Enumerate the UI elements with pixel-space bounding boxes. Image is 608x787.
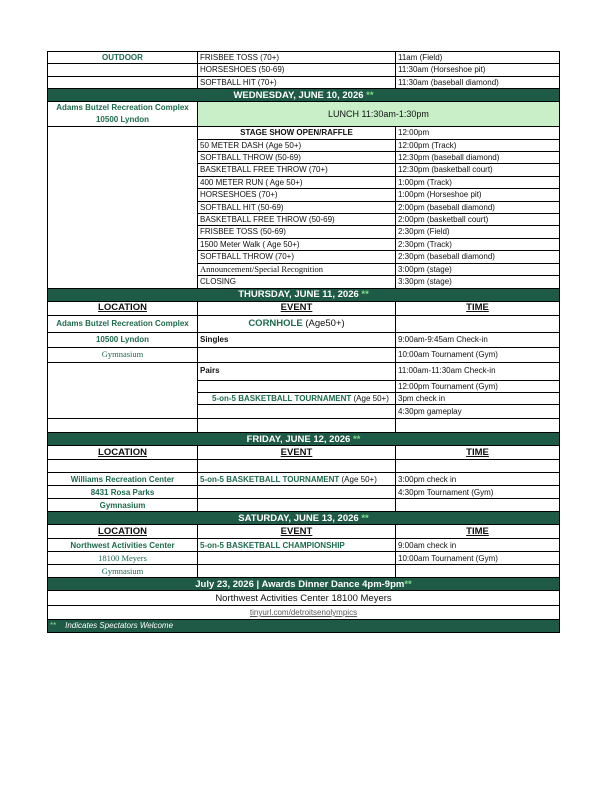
event-cell: BASKETBALL FREE THROW (70+): [198, 164, 396, 176]
time-cell: 12:00pm: [396, 127, 560, 139]
time-cell: 10:00am Tournament (Gym): [396, 347, 560, 362]
schedule-table: [47, 51, 560, 633]
event-cell: SOFTBALL THROW (50-69): [198, 152, 396, 164]
time-cell: 2:30pm (Track): [396, 238, 560, 250]
time-cell: 12:00pm Tournament (Gym): [396, 380, 560, 392]
championship-event: 5-on-5 BASKETBALL CHAMPIONSHIP: [198, 539, 396, 552]
time-cell: 3:00pm (stage): [396, 263, 560, 275]
table-row: [48, 419, 560, 433]
empty-cell: [396, 315, 560, 332]
table-row: [48, 52, 560, 64]
location-name: Northwest Activities Center: [48, 539, 198, 552]
table-row: [48, 263, 560, 275]
header-time: TIME: [396, 446, 560, 460]
location-name: Williams Recreation Center: [48, 473, 198, 486]
header-location: LOCATION: [48, 525, 198, 539]
day-header-friday: [48, 433, 560, 446]
event-cell: CLOSING: [198, 276, 396, 288]
event-cell: 50 METER DASH (Age 50+): [198, 139, 396, 151]
time-cell: 2:30pm (Field): [396, 226, 560, 238]
empty-cell: [48, 64, 198, 76]
location-address: 10500 Lyndon: [95, 115, 150, 125]
location-name: Adams Butzel Recreation Complex: [56, 103, 189, 113]
legend-text: Indicates Spectators Welcome: [65, 621, 174, 631]
table-row: [48, 276, 560, 288]
empty-cell: [198, 486, 396, 499]
location-room: Gymnasium: [48, 565, 198, 578]
time-cell: 9:00am-9:45am Check-in: [396, 332, 560, 347]
event-cell: BASKETBALL FREE THROW (50-69): [198, 214, 396, 226]
day-title: SATURDAY, JUNE 13, 2026: [238, 512, 359, 524]
singles-label: Singles: [198, 332, 396, 347]
event-cell: FRISBEE TOSS (50-69): [198, 226, 396, 238]
spectator-stars: **: [366, 89, 374, 101]
event-cell: HORSESHOES (70+): [198, 189, 396, 201]
table-row: [48, 380, 560, 392]
stage-show-event: STAGE SHOW OPEN/RAFFLE: [198, 127, 396, 139]
empty-cell: [198, 347, 396, 362]
spectator-stars: **: [404, 578, 412, 590]
table-row: [48, 152, 560, 164]
empty-cell: [198, 405, 396, 419]
table-row: [48, 565, 560, 578]
empty-cell: [198, 380, 396, 392]
spectator-stars: **: [352, 433, 361, 445]
event-cell: SOFTBALL HIT (70+): [198, 76, 396, 88]
table-row: [48, 347, 560, 362]
event-cell: FRISBEE TOSS (70+): [198, 52, 396, 64]
table-row: [48, 460, 560, 473]
header-time: TIME: [396, 525, 560, 539]
time-cell: 12:00pm (Track): [396, 139, 560, 151]
time-cell: 11:30am (baseball diamond): [396, 76, 560, 88]
header-location: LOCATION: [48, 446, 198, 460]
header-event: EVENT: [198, 446, 396, 460]
pairs-label: Pairs: [198, 362, 396, 380]
table-row: [48, 164, 560, 176]
table-row: [48, 127, 560, 139]
empty-cell: [48, 127, 198, 139]
event-cell: Announcement/Special Recognition: [198, 263, 396, 275]
location-cell: [48, 102, 198, 127]
time-cell: 2:30pm (baseball diamond): [396, 251, 560, 263]
basketball-event: 5-on-5 BASKETBALL TOURNAMENT (Age 50+): [198, 392, 396, 404]
awards-venue: Northwest Activities Center 18100 Meyers: [48, 591, 560, 606]
table-row: [48, 499, 560, 512]
location-address: 10500 Lyndon: [48, 332, 198, 347]
time-cell: 11am (Field): [396, 52, 560, 64]
day-title: THURSDAY, JUNE 11, 2026: [238, 288, 359, 300]
location-room: Gymnasium: [48, 499, 198, 512]
day-header-saturday: [48, 512, 560, 525]
table-row: [48, 214, 560, 226]
event-cell: SOFTBALL THROW (70+): [198, 251, 396, 263]
day-header-thursday: [48, 288, 560, 301]
time-cell: 2:00pm (baseball diamond): [396, 201, 560, 213]
schedule-sheet: [47, 51, 559, 633]
basketball-event: 5-on-5 BASKETBALL TOURNAMENT (Age 50+): [198, 473, 396, 486]
empty-cell: [198, 552, 396, 565]
table-row: [48, 539, 560, 552]
header-location: LOCATION: [48, 301, 198, 315]
location-room: Gymnasium: [48, 347, 198, 362]
table-row: [48, 76, 560, 88]
location-name: Adams Butzel Recreation Complex: [48, 315, 198, 332]
header-time: TIME: [396, 301, 560, 315]
location-outdoor: OUTDOOR: [48, 52, 198, 64]
table-row: [48, 315, 560, 332]
day-title: WEDNESDAY, JUNE 10, 2026: [233, 89, 364, 101]
spectator-stars: **: [361, 288, 369, 300]
table-row: [48, 405, 560, 419]
time-cell: 2:00pm (basketball court): [396, 214, 560, 226]
time-cell: 3pm check in: [396, 392, 560, 404]
awards-header: [48, 578, 560, 591]
time-cell: 10:00am Tournament (Gym): [396, 552, 560, 565]
lunch-banner: LUNCH 11:30am-1:30pm: [198, 102, 560, 127]
legend-row: [48, 620, 560, 632]
awards-title: July 23, 2026 | Awards Dinner Dance 4pm-9pm: [195, 578, 405, 590]
event-cell: 1500 Meter Walk ( Age 50+): [198, 238, 396, 250]
table-row: [48, 552, 560, 565]
table-row: [48, 251, 560, 263]
table-row: [48, 238, 560, 250]
table-row: [48, 64, 560, 76]
event-cell: SOFTBALL HIT (50-69): [198, 201, 396, 213]
table-row: [48, 473, 560, 486]
table-row: [48, 139, 560, 151]
time-cell: 4:30pm gameplay: [396, 405, 560, 419]
column-headers: [48, 446, 560, 460]
location-address: 8431 Rosa Parks: [48, 486, 198, 499]
table-row: [48, 486, 560, 499]
header-event: EVENT: [198, 525, 396, 539]
time-cell: 3:00pm check in: [396, 473, 560, 486]
time-cell: 9:00am check in: [396, 539, 560, 552]
day-title: FRIDAY, JUNE 12, 2026: [246, 433, 351, 445]
legend-stars: **: [50, 621, 57, 631]
day-header-wednesday: [48, 89, 560, 102]
column-headers: [48, 525, 560, 539]
table-row: [48, 362, 560, 380]
event-cell: 400 METER RUN ( Age 50+): [198, 176, 396, 188]
time-cell: 12:30pm (basketball court): [396, 164, 560, 176]
event-link[interactable]: tinyurl.com/detroitsenolympics: [48, 606, 560, 620]
location-address: 18100 Meyers: [48, 552, 198, 565]
time-cell: 11:00am-11:30am Check-in: [396, 362, 560, 380]
table-row: [48, 591, 560, 606]
table-row: [48, 189, 560, 201]
column-headers: [48, 301, 560, 315]
table-row: [48, 226, 560, 238]
empty-cell: [48, 76, 198, 88]
table-row: [48, 201, 560, 213]
table-row: [48, 606, 560, 620]
time-cell: 4:30pm Tournament (Gym): [396, 486, 560, 499]
table-row: [48, 392, 560, 404]
cornhole-event: CORNHOLE (Age50+): [198, 315, 396, 332]
table-row: [48, 332, 560, 347]
time-cell: 11:30am (Horseshoe pit): [396, 64, 560, 76]
time-cell: 1:00pm (Track): [396, 176, 560, 188]
spectator-stars: **: [361, 512, 369, 524]
time-cell: 1:00pm (Horseshoe pit): [396, 189, 560, 201]
header-event: EVENT: [198, 301, 396, 315]
time-cell: 3:30pm (stage): [396, 276, 560, 288]
event-cell: HORSESHOES (50-69): [198, 64, 396, 76]
time-cell: 12:30pm (baseball diamond): [396, 152, 560, 164]
table-row: [48, 176, 560, 188]
